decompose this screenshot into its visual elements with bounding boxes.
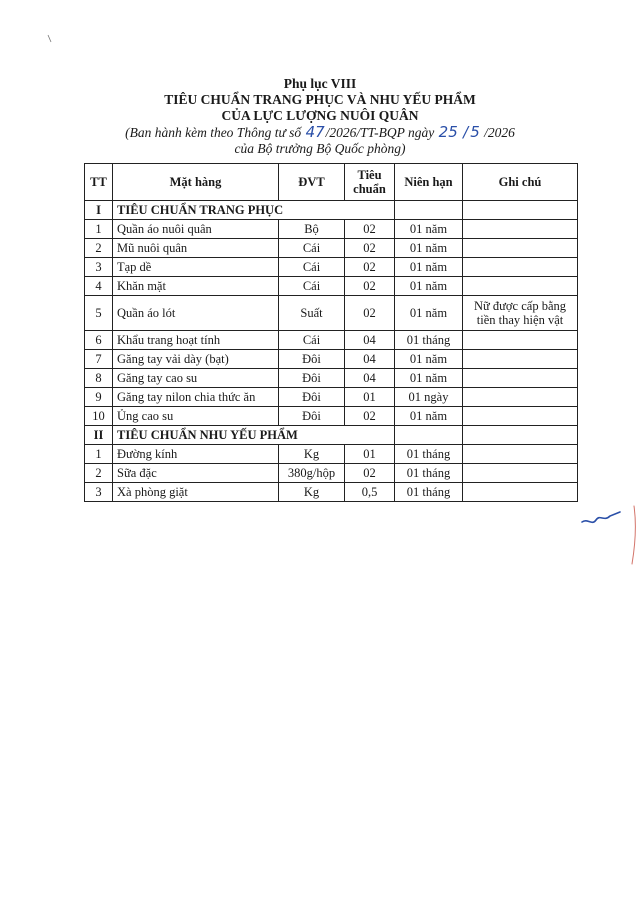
- title-line-2: CỦA LỰC LƯỢNG NUÔI QUÂN: [221, 108, 419, 123]
- note: [463, 220, 578, 239]
- standard: 02: [345, 407, 395, 426]
- standard: 01: [345, 445, 395, 464]
- year-suffix: /2026: [484, 125, 515, 140]
- item-name: Găng tay vải dày (bạt): [113, 350, 279, 369]
- row-number: 4: [85, 277, 113, 296]
- empty-cell: [463, 201, 578, 220]
- unit: Bộ: [279, 220, 345, 239]
- title-line-1: TIÊU CHUẨN TRANG PHỤC VÀ NHU YẾU PHẨM: [164, 92, 476, 107]
- note: [463, 239, 578, 258]
- note: [463, 350, 578, 369]
- row-number: 5: [85, 296, 113, 331]
- term: 01 tháng: [395, 331, 463, 350]
- term: 01 ngày: [395, 388, 463, 407]
- table-header-row: [85, 164, 578, 201]
- section-row-clothing: [85, 201, 578, 220]
- empty-cell: [395, 426, 463, 445]
- col-header-term: Niên hạn: [395, 164, 463, 201]
- issued-prefix: (Ban hành kèm theo Thông tư số: [125, 125, 302, 140]
- row-number: 2: [85, 239, 113, 258]
- table-row: [85, 220, 578, 239]
- standard: 02: [345, 220, 395, 239]
- table-row: [85, 277, 578, 296]
- item-name: Găng tay cao su: [113, 369, 279, 388]
- note: Nữ được cấp bằng tiền thay hiện vật: [463, 296, 578, 331]
- term: 01 năm: [395, 350, 463, 369]
- term: 01 năm: [395, 239, 463, 258]
- note: [463, 407, 578, 426]
- item-name: Quần áo lót: [113, 296, 279, 331]
- item-name: Ủng cao su: [113, 407, 279, 426]
- note: [463, 331, 578, 350]
- item-name: Sữa đặc: [113, 464, 279, 483]
- section-row-supplies: [85, 426, 578, 445]
- row-number: 8: [85, 369, 113, 388]
- empty-cell: [463, 426, 578, 445]
- item-name: Quần áo nuôi quân: [113, 220, 279, 239]
- note: [463, 464, 578, 483]
- row-number: 6: [85, 331, 113, 350]
- standard: 02: [345, 296, 395, 331]
- unit: Đôi: [279, 350, 345, 369]
- row-number: 9: [85, 388, 113, 407]
- row-number: 1: [85, 445, 113, 464]
- issued-line-1: [0, 124, 640, 141]
- term: 01 năm: [395, 258, 463, 277]
- row-number: 2: [85, 464, 113, 483]
- term: 01 tháng: [395, 464, 463, 483]
- term: 01 năm: [395, 277, 463, 296]
- term: 01 tháng: [395, 445, 463, 464]
- item-name: Găng tay nilon chia thức ăn: [113, 388, 279, 407]
- item-name: Tạp dề: [113, 258, 279, 277]
- table-row: [85, 296, 578, 331]
- unit: Kg: [279, 445, 345, 464]
- row-number: 3: [85, 258, 113, 277]
- document-header: [0, 76, 640, 157]
- table-row: [85, 331, 578, 350]
- section-number: II: [85, 426, 113, 445]
- note: [463, 483, 578, 502]
- item-name: Khăn mặt: [113, 277, 279, 296]
- issued-middle: /2026/TT-BQP ngày: [325, 125, 435, 140]
- standard: 02: [345, 464, 395, 483]
- day-handwritten: 25: [438, 123, 458, 141]
- table-row: [85, 350, 578, 369]
- table-row: [85, 258, 578, 277]
- row-number: 3: [85, 483, 113, 502]
- item-name: Mũ nuôi quân: [113, 239, 279, 258]
- standard: 04: [345, 369, 395, 388]
- col-header-unit: ĐVT: [279, 164, 345, 201]
- term: 01 năm: [395, 407, 463, 426]
- row-number: 7: [85, 350, 113, 369]
- unit: Suất: [279, 296, 345, 331]
- note: [463, 277, 578, 296]
- term: 01 năm: [395, 220, 463, 239]
- col-header-tt: TT: [85, 164, 113, 201]
- table-row: [85, 388, 578, 407]
- month-value-handwritten: 5: [470, 123, 480, 141]
- issued-line-2: của Bộ trưởng Bộ Quốc phòng): [234, 141, 406, 156]
- table-row: [85, 483, 578, 502]
- handwritten-initial-mark: [576, 500, 640, 580]
- standard: 02: [345, 239, 395, 258]
- table-row: [85, 239, 578, 258]
- row-number: 10: [85, 407, 113, 426]
- term: 01 tháng: [395, 483, 463, 502]
- unit: Đôi: [279, 388, 345, 407]
- standards-table: [84, 163, 578, 502]
- table-row: [85, 464, 578, 483]
- unit: Cái: [279, 331, 345, 350]
- item-name: Xà phòng giặt: [113, 483, 279, 502]
- item-name: Đường kính: [113, 445, 279, 464]
- table-row: [85, 445, 578, 464]
- col-header-item: Mặt hàng: [113, 164, 279, 201]
- note: [463, 258, 578, 277]
- unit: Cái: [279, 277, 345, 296]
- unit: Đôi: [279, 369, 345, 388]
- table-row: [85, 407, 578, 426]
- col-header-note: Ghi chú: [463, 164, 578, 201]
- note: [463, 445, 578, 464]
- table-row: [85, 369, 578, 388]
- term: 01 năm: [395, 296, 463, 331]
- circular-number-handwritten: 47: [305, 123, 325, 141]
- row-number: 1: [85, 220, 113, 239]
- col-header-standard: Tiêu chuẩn: [345, 164, 395, 201]
- appendix-label: Phụ lục VIII: [283, 76, 357, 91]
- section-number: I: [85, 201, 113, 220]
- standard: 04: [345, 331, 395, 350]
- scan-speck: [46, 34, 54, 44]
- section-title: TIÊU CHUẨN TRANG PHỤC: [113, 201, 395, 220]
- unit: Cái: [279, 239, 345, 258]
- standard: 01: [345, 388, 395, 407]
- unit: 380g/hộp: [279, 464, 345, 483]
- unit: Kg: [279, 483, 345, 502]
- standard: 0,5: [345, 483, 395, 502]
- standard: 02: [345, 258, 395, 277]
- empty-cell: [395, 201, 463, 220]
- unit: Đôi: [279, 407, 345, 426]
- section-title: TIÊU CHUẨN NHU YẾU PHẨM: [113, 426, 395, 445]
- unit: Cái: [279, 258, 345, 277]
- month-handwritten: /: [463, 123, 469, 141]
- note: [463, 369, 578, 388]
- standard: 04: [345, 350, 395, 369]
- note: [463, 388, 578, 407]
- term: 01 năm: [395, 369, 463, 388]
- item-name: Khẩu trang hoạt tính: [113, 331, 279, 350]
- standard: 02: [345, 277, 395, 296]
